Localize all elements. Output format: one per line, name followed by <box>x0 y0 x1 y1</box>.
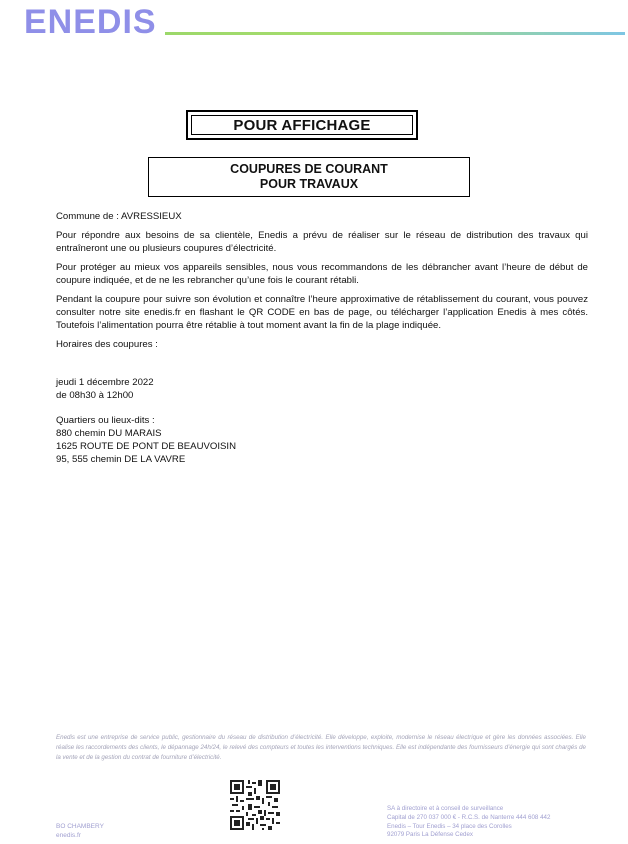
enedis-logo <box>24 3 164 37</box>
coupures-title-line1: COUPURES DE COURANT <box>230 162 388 176</box>
qr-code-icon[interactable] <box>230 780 280 830</box>
footer-company-line: Enedis – Tour Enedis – 34 place des Corolles <box>387 822 512 830</box>
footer-company-line: Capital de 270 037 000 € - R.C.S. de Nanterre 444 608 442 <box>387 813 551 821</box>
footer-office: BO CHAMBERY <box>56 823 104 830</box>
address-item: 95, 555 chemin DE LA VAVRE <box>56 454 186 465</box>
footer-company-line: 92079 Paris La Défense Cedex <box>387 831 473 839</box>
address-item: 880 chemin DU MARAIS <box>56 428 162 439</box>
footer-website-link[interactable]: enedis.fr <box>56 832 81 839</box>
paragraph-protection: Pour protéger au mieux vos appareils sensibles, nous vous recommandons de les débrancher avant l’heure de début de coupure indiquée, et de ne les rebrancher qu’une fois le courant rétabli. <box>56 262 588 286</box>
footer-company-info <box>387 805 550 840</box>
coupures-title-line2: POUR TRAVAUX <box>259 177 359 191</box>
svg-text:ENEDIS: ENEDIS <box>24 3 157 37</box>
footer-left-address <box>56 822 104 840</box>
pour-affichage-title: POUR AFFICHAGE <box>191 115 413 135</box>
notice-body <box>56 210 588 466</box>
coupure-time: de 08h30 à 12h00 <box>56 390 134 401</box>
coupure-date: jeudi 1 décembre 2022 <box>56 377 154 388</box>
coupures-box <box>148 157 470 197</box>
paragraph-intro: Pour répondre aux besoins de sa clientèle, Enedis a prévu de réaliser sur le réseau de distribution des travaux qui entraîneront une ou plusieurs coupures d’électricité. <box>56 230 588 254</box>
pour-affichage-box <box>186 110 418 140</box>
footer-legal-text: Enedis est une entreprise de service public, gestionnaire du réseau de distribution d’électricité. Elle développe, exploite, modernise le réseau électrique et gère les données associées. Elle réalise les raccordements des clients, le dépannage 24h/24, le relevé des compteurs et toutes les interventions techniques. Elle est indépendante des fournisseurs d’énergie qui sont chargés de la vente et de la gestion du contrat de fourniture d’électricité. <box>56 734 586 761</box>
quartiers-label: Quartiers ou lieux-dits : <box>56 415 155 426</box>
paragraph-suivi: Pendant la coupure pour suivre son évolution et connaître l’heure approximative de rétablissement du courant, vous pouvez consulter notre site enedis.fr en flashant le QR CODE en bas de page, ou télécharger l’application Enedis à mes côtés. Toutefois l’alimentation pourra être rétablie à tout moment avant la fin de la plage indiquée. <box>56 294 588 331</box>
footer-company-line: SA à directoire et à conseil de surveillance <box>387 805 504 812</box>
horaires-label: Horaires des coupures : <box>56 339 158 350</box>
commune-line: Commune de : AVRESSIEUX <box>56 211 182 222</box>
header-rule <box>165 32 625 35</box>
address-item: 1625 ROUTE DE PONT DE BEAUVOISIN <box>56 441 237 452</box>
